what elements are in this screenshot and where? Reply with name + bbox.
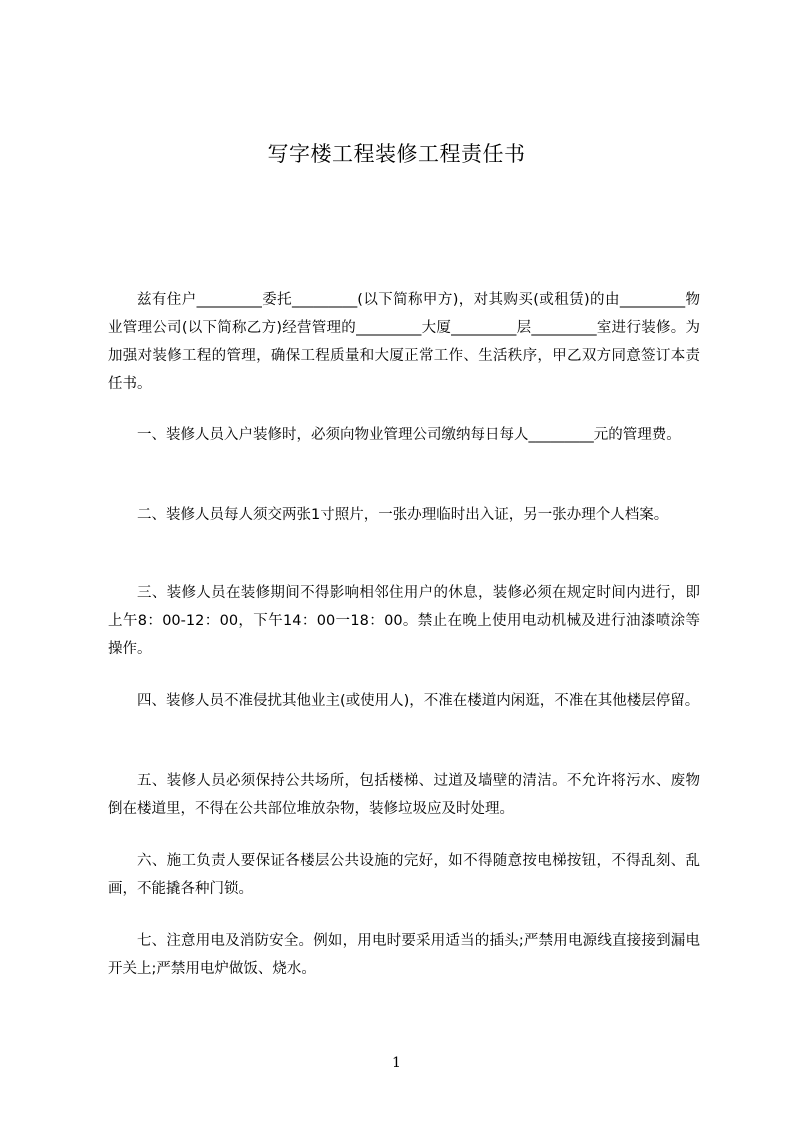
clause-7-text: 七、注意用电及消防安全。例如，用电时要采用适当的插头;严禁用电源线直接接到漏电开关上;严禁用电炉做饭、烧水。	[108, 933, 700, 977]
clause-5-text: 五、装修人员必须保持公共场所，包括楼梯、过道及墙壁的清洁。不允许将污水、废物倒在楼道里，不得在公共部位堆放杂物，装修垃圾应及时处理。	[108, 773, 700, 817]
clause-7	[108, 927, 700, 983]
document-title: 写字楼工程装修工程责任书	[267, 142, 526, 166]
clause-4	[108, 687, 700, 715]
intro-paragraph: 兹有住户_________委托_________(以下简称甲方)，对其购买(或租赁)的由_________物业管理公司(以下简称乙方)经营管理的_________大厦_________层_________室进行装修。为加强对装修工程的管理，确保工程质量和大厦正常工作、生活秩序，甲乙双方同意签订本责任书。	[108, 292, 700, 392]
clause-6-text: 六、施工负责人要保证各楼层公共设施的完好，如不得随意按电梯按钮，不得乱刻、乱画，不能撬各种门锁。	[108, 853, 700, 897]
intro-section	[108, 286, 700, 398]
clause-2	[108, 501, 700, 529]
clause-2-text: 二、装修人员每人须交两张1寸照片，一张办理临时出入证，另一张办理个人档案。	[137, 507, 669, 523]
page-number: 1	[392, 1055, 401, 1071]
clause-6	[108, 847, 700, 903]
clause-1	[108, 421, 700, 449]
clause-3-text: 三、装修人员在装修期间不得影响相邻住用户的休息，装修必须在规定时间内进行，即上午8：00-12：00，下午14：00一18：00。禁止在晚上使用电动机械及进行油漆喷涂等操作。	[108, 585, 700, 657]
clause-1-text: 一、装修人员入户装修时，必须向物业管理公司缴纳每日每人_________元的管理费。	[137, 427, 681, 443]
clause-3	[108, 579, 700, 663]
clause-4-text: 四、装修人员不准侵扰其他业主(或使用人)，不准在楼道内闲逛，不准在其他楼层停留。	[137, 693, 700, 709]
clause-5	[108, 767, 700, 823]
